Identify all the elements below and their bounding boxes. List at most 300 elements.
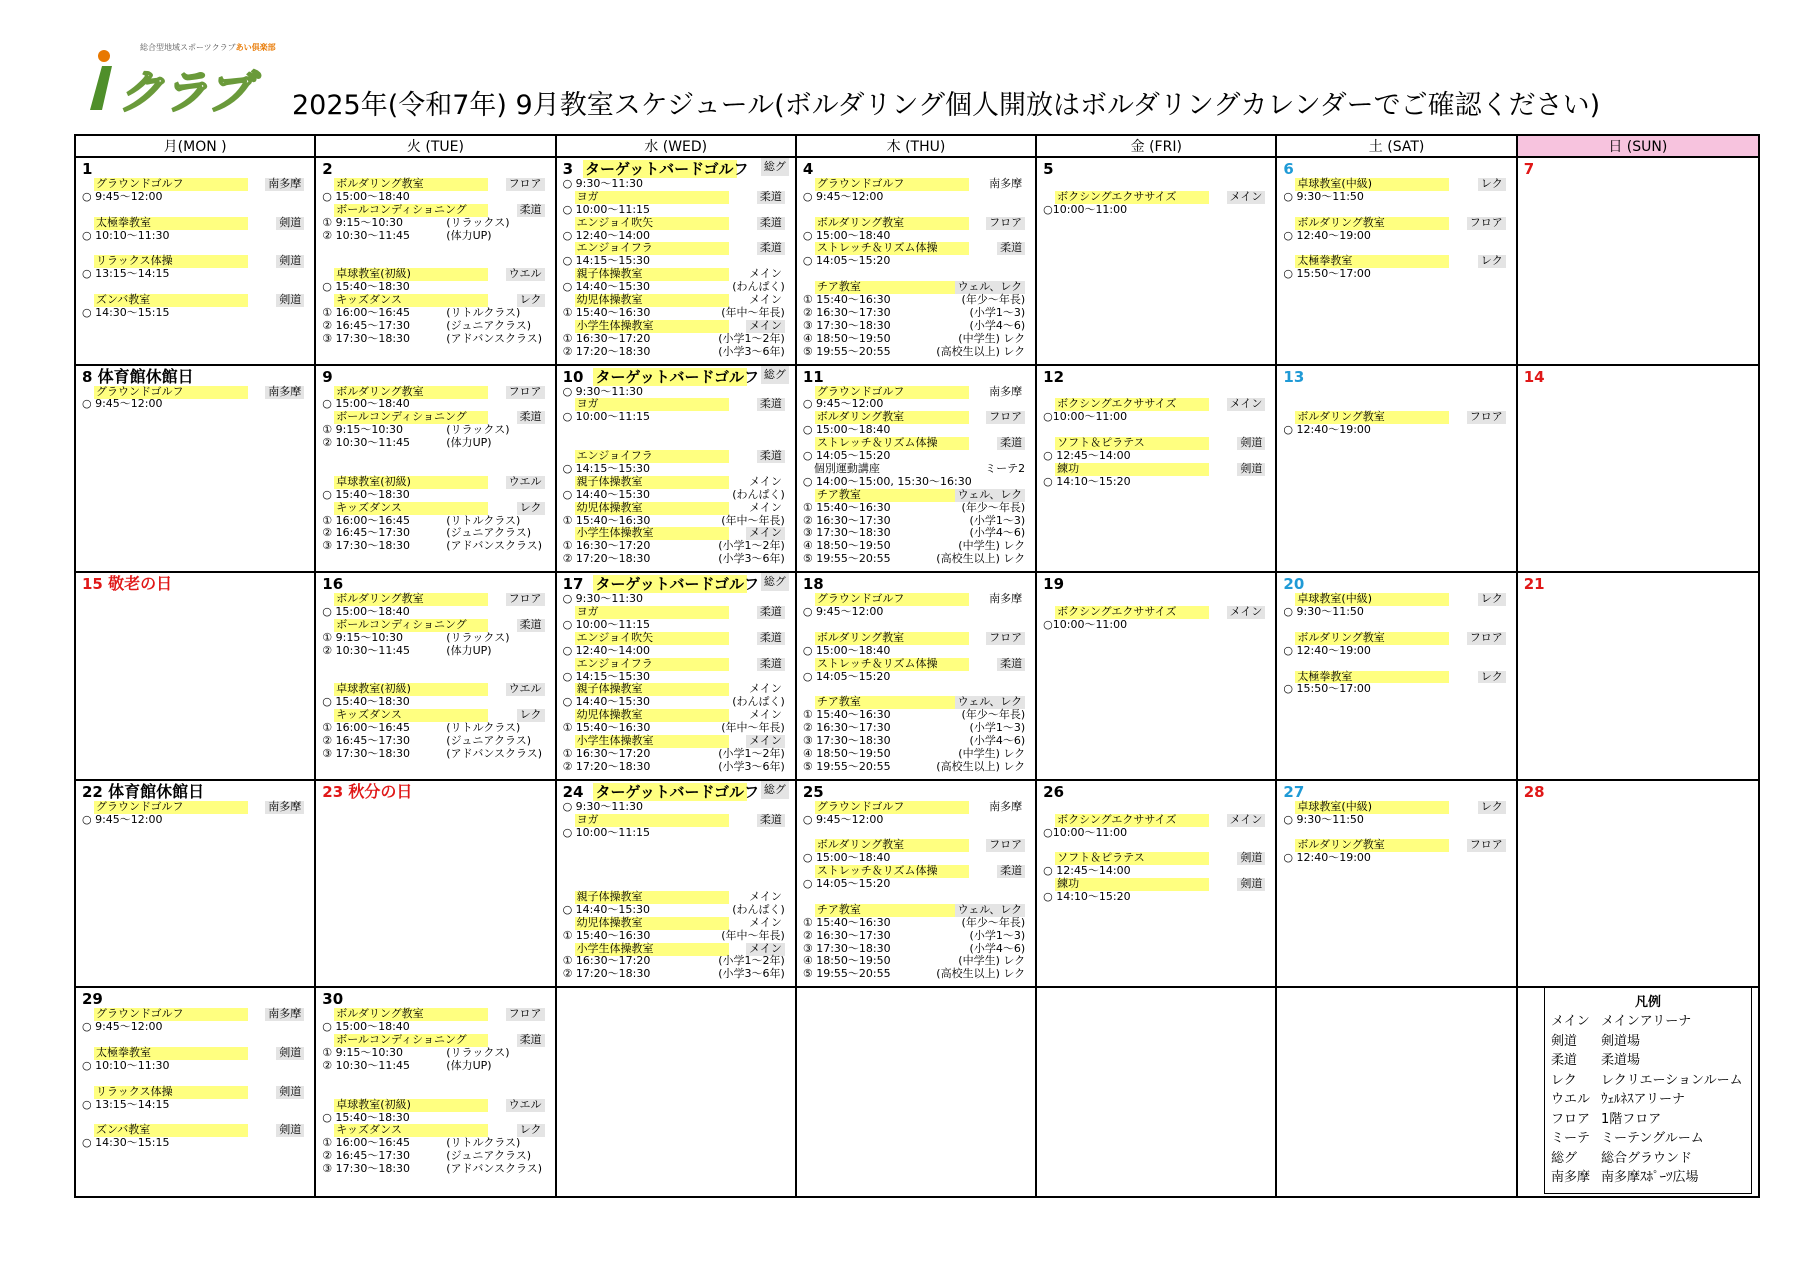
slot-note: (小学4～6) <box>969 941 1026 955</box>
schedule-line <box>82 230 310 243</box>
day-cell <box>76 366 316 574</box>
day-number-text: 26 <box>1043 782 1065 801</box>
schedule-line <box>803 204 1031 217</box>
legend-name: メインアリーナ <box>1601 1014 1692 1029</box>
slot-note: (わんぱく) <box>732 280 785 294</box>
time-slot: ① 15:40～16:30 <box>562 721 651 735</box>
day-cell <box>76 158 316 366</box>
time-slot: ○ 15:40～18:30 <box>322 1110 410 1124</box>
schedule-line <box>82 1099 310 1112</box>
time-slot: ○10:00～11:00 <box>1043 202 1128 216</box>
venue-badge: 柔道 <box>757 191 785 204</box>
weekday-header: 土 (SAT) <box>1277 136 1517 158</box>
venue-badge: フロア <box>986 411 1025 424</box>
venue-badge: メイン <box>749 474 782 488</box>
venue-badge: 柔道 <box>997 658 1025 671</box>
class-name: エンジョイフラ <box>575 242 729 255</box>
schedule-line <box>563 827 791 840</box>
venue-badge: メイン <box>746 320 785 333</box>
schedule-line <box>803 191 1031 204</box>
time-slot: ② 17:20～18:30 <box>562 967 651 981</box>
schedule-line <box>82 814 310 827</box>
class-name: 幼児体操教室 <box>575 917 729 930</box>
club-org-text: 総合型地域スポーツクラブあい倶楽部 <box>140 43 276 52</box>
time-slot: ○ 10:00～11:15 <box>562 202 651 216</box>
venue-badge: 柔道 <box>757 450 785 463</box>
schedule-line <box>82 268 310 281</box>
venue-badge: 南多摩 <box>265 801 304 814</box>
class-name: 小学生体操教室 <box>575 943 729 956</box>
schedule-line <box>803 891 1031 904</box>
venue-badge: メイン <box>749 682 782 696</box>
class-name: ターゲットバードゴルフ <box>585 160 749 178</box>
schedule-line <box>1043 204 1271 217</box>
schedule-line <box>803 476 1031 489</box>
legend-abbr: ウエル <box>1551 1092 1591 1107</box>
schedule-line <box>803 761 1031 774</box>
day-number-text: 17 <box>562 575 584 594</box>
day-number-text: 13 <box>1283 367 1305 386</box>
class-name: ストレッチ＆リズム体操 <box>815 437 969 450</box>
venue-badge: フロア <box>986 839 1025 852</box>
slot-note: (小学1～2年) <box>718 954 785 968</box>
day-cell <box>316 988 556 1196</box>
time-slot: ○ 15:40～18:30 <box>322 280 410 294</box>
time-slot: ① 15:40～16:30 <box>802 708 891 722</box>
time-slot: ○ 13:15～14:15 <box>82 267 170 281</box>
schedule-line <box>1283 424 1511 437</box>
time-slot: ○ 9:45～12:00 <box>82 397 163 411</box>
time-slot: ○ 9:45～12:00 <box>802 189 884 203</box>
time-slot: ○ 14:40～15:30 <box>562 695 651 709</box>
venue-badge: メイン <box>746 527 785 540</box>
class-name: 幼児体操教室 <box>575 709 729 722</box>
time-slot: ○ 9:30～11:50 <box>1283 605 1364 619</box>
time-slot: ○ 10:00～11:15 <box>562 825 651 839</box>
venue-badge: 南多摩 <box>989 384 1023 398</box>
schedule-line <box>1283 386 1511 399</box>
day-number <box>1043 783 1271 801</box>
venue-badge: フロア <box>1467 217 1506 230</box>
day-number <box>1524 368 1754 386</box>
class-name: チア教室 <box>815 489 969 502</box>
time-slot: ○ 14:05～15:20 <box>802 449 891 463</box>
time-slot: ① 9:15～10:30 <box>322 630 404 644</box>
legend-item <box>1551 1110 1745 1130</box>
time-slot: ○ 15:00～18:40 <box>802 643 891 657</box>
day-number-text: 6 <box>1283 160 1294 178</box>
time-slot: ○ 14:40～15:30 <box>562 902 651 916</box>
venue-badge: 剣道 <box>276 255 304 268</box>
schedule-line <box>82 204 310 217</box>
schedule-line <box>322 191 550 204</box>
day-number <box>803 783 1031 801</box>
time-slot: ③ 17:30～18:30 <box>802 318 891 332</box>
venue-badge: 柔道 <box>517 1034 545 1047</box>
slot-note: (リトルクラス) <box>446 1136 521 1150</box>
slot-note: (小学1～3) <box>969 513 1026 527</box>
day-number <box>82 575 310 593</box>
class-name: ヨガ <box>575 606 729 619</box>
day-cell <box>1518 366 1758 574</box>
slot-note: (ジュニアクラス) <box>446 526 531 540</box>
legend-item <box>1551 1071 1745 1091</box>
slot-note: (小学3～6年) <box>718 759 785 773</box>
day-number-text: 4 <box>802 160 814 178</box>
day-number <box>563 368 791 386</box>
schedule-line <box>1043 411 1271 424</box>
time-slot: ① 15:40～16:30 <box>562 305 651 319</box>
legend-abbr: 柔道 <box>1551 1053 1578 1068</box>
venue-badge: 柔道 <box>997 865 1025 878</box>
schedule-line <box>563 865 791 878</box>
slot-note: (アドバンスクラス) <box>446 1162 542 1176</box>
time-slot: ③ 17:30～18:30 <box>802 526 891 540</box>
holiday-label: 秋分の日 <box>348 781 413 801</box>
class-name: ヨガ <box>575 814 729 827</box>
holiday-label: 体育館休館日 <box>97 366 194 386</box>
class-name: 親子体操教室 <box>575 683 729 696</box>
venue-badge: 剣道 <box>276 1047 304 1060</box>
time-slot: ○ 9:30～11:50 <box>1283 189 1364 203</box>
venue-badge: ウエル <box>506 476 545 489</box>
schedule-line <box>563 178 791 191</box>
legend-name: 柔道場 <box>1601 1053 1641 1068</box>
time-slot: ① 16:30～17:20 <box>562 331 651 345</box>
legend-name: レクリエーションルーム <box>1601 1072 1743 1088</box>
schedule-line <box>563 801 791 814</box>
slot-note: (リラックス) <box>446 630 510 644</box>
holiday-label: 敬老の日 <box>108 574 173 594</box>
schedule-line <box>82 398 310 411</box>
legend-item <box>1551 1012 1745 1032</box>
venue-badge: 柔道 <box>757 398 785 411</box>
day-cell <box>76 988 316 1196</box>
schedule-line <box>563 645 791 658</box>
class-name: ボルダリング教室 <box>1295 217 1449 230</box>
legend-item <box>1551 1149 1745 1169</box>
class-name: 太極拳教室 <box>94 217 248 230</box>
time-slot: ○ 12:40～19:00 <box>1283 423 1371 437</box>
venue-badge: 剣道 <box>276 294 304 307</box>
slot-note: (小学1～3) <box>969 721 1026 735</box>
time-slot: ④ 18:50～19:50 <box>802 331 891 345</box>
schedule-line <box>563 489 791 502</box>
class-name: ボルダリング教室 <box>815 632 969 645</box>
day-number-text: 15 <box>82 575 103 594</box>
schedule-line <box>803 814 1031 827</box>
schedule-line <box>322 748 550 761</box>
class-name: エンジョイフラ <box>575 658 729 671</box>
class-name: ボルダリング教室 <box>815 217 969 230</box>
day-number <box>563 783 791 801</box>
time-slot: ○ 12:40～14:00 <box>562 228 651 242</box>
day-number-text: 23 <box>322 782 344 801</box>
venue-badge: メイン <box>749 915 782 929</box>
slot-note: (わんぱく) <box>732 487 785 501</box>
venue-badge: ウエル <box>506 683 545 696</box>
slot-note: (アドバンスクラス) <box>446 539 542 553</box>
time-slot: ○ 15:00～18:40 <box>322 605 410 619</box>
venue-badge: 剣道 <box>276 1124 304 1137</box>
venue-badge: メイン <box>1227 606 1266 619</box>
schedule-line <box>1043 827 1271 840</box>
schedule-line <box>1283 658 1511 671</box>
holiday-label: 体育館休館日 <box>108 781 205 801</box>
time-slot: ② 10:30～11:45 <box>322 1058 411 1072</box>
time-slot: ○ 9:30～11:30 <box>562 799 644 813</box>
class-name: ボルダリング教室 <box>334 386 488 399</box>
day-number-text: 2 <box>322 160 333 178</box>
time-slot: ○ 14:15～15:30 <box>562 461 651 475</box>
schedule-line <box>322 1073 550 1086</box>
time-slot: ○ 15:00～18:40 <box>802 851 891 865</box>
venue-badge: メイン <box>746 943 785 956</box>
day-cell <box>1277 781 1517 989</box>
day-number-text: 29 <box>82 990 103 1009</box>
schedule-line <box>322 1163 550 1176</box>
club-wordmark: クラブ <box>118 65 250 119</box>
venue-badge: フロア <box>1467 411 1506 424</box>
slot-note: (中学生) レク <box>958 746 1026 760</box>
schedule-line <box>322 437 550 450</box>
slot-note: (年中～年長) <box>721 305 785 319</box>
time-slot: ○ 14:05～15:20 <box>802 254 891 268</box>
legend-abbr: ミーテ <box>1551 1131 1591 1146</box>
legend-abbr: メイン <box>1551 1014 1590 1029</box>
class-name: 卓球教室(中級) <box>1295 178 1449 191</box>
time-slot: ② 17:20～18:30 <box>562 552 651 566</box>
day-number-text: 3 <box>562 160 573 178</box>
class-name: グラウンドゴルフ <box>94 801 248 814</box>
schedule-line <box>82 1073 310 1086</box>
time-slot: ○ 15:00～18:40 <box>322 397 410 411</box>
slot-note: (リトルクラス) <box>446 721 521 735</box>
day-number-text: 9 <box>322 367 333 386</box>
day-number-text: 10 <box>562 367 584 386</box>
time-slot: ○ 14:15～15:30 <box>562 254 651 268</box>
venue-badge: フロア <box>506 1008 545 1021</box>
time-slot: ○ 14:30～15:15 <box>82 305 170 319</box>
legend-item <box>1551 1168 1745 1188</box>
schedule-line <box>803 968 1031 981</box>
time-slot: ○ 9:45～12:00 <box>802 812 884 826</box>
schedule-line <box>803 645 1031 658</box>
class-name: ズンバ教室 <box>94 294 248 307</box>
schedule-line <box>1283 814 1511 827</box>
schedule-line <box>563 307 791 320</box>
time-slot: ○ 14:30～15:15 <box>82 1136 170 1150</box>
class-name: ボルダリング教室 <box>1295 632 1449 645</box>
class-name: 練功 <box>1055 463 1209 476</box>
class-name: グラウンドゴルフ <box>815 801 969 814</box>
day-number-text: 19 <box>1043 575 1065 594</box>
schedule-line <box>322 540 550 553</box>
time-slot: ① 16:30～17:20 <box>562 746 651 760</box>
class-name: ソフト＆ピラテス <box>1055 852 1209 865</box>
venue-badge: レク <box>1478 593 1506 606</box>
day-cell <box>797 781 1037 989</box>
day-cell <box>797 366 1037 574</box>
venue-badge: ウェル、レク <box>955 904 1025 917</box>
schedule-line <box>1043 891 1271 904</box>
time-slot: ② 16:30～17:30 <box>802 721 891 735</box>
schedule-line <box>322 645 550 658</box>
slot-note: (小学4～6) <box>969 733 1026 747</box>
time-slot: ① 15:40～16:30 <box>562 513 651 527</box>
day-cell <box>797 158 1037 366</box>
slot-note: (小学1～3) <box>969 305 1026 319</box>
time-slot: ④ 18:50～19:50 <box>802 746 891 760</box>
class-name: エンジョイ吹矢 <box>575 632 729 645</box>
class-name: ボルダリング教室 <box>815 839 969 852</box>
class-name: ターゲットバードゴルフ <box>595 782 759 801</box>
class-name: チア教室 <box>815 904 969 917</box>
time-slot: ○ 9:45～12:00 <box>82 1020 163 1034</box>
day-number-text: 11 <box>802 367 824 386</box>
time-slot: ○ 15:00～18:40 <box>322 1020 410 1034</box>
class-name: ボールコンディショニング <box>334 1034 488 1047</box>
time-slot: ① 16:00～16:45 <box>322 721 411 735</box>
venue-badge: 総グ <box>761 573 789 591</box>
venue-badge: 剣道 <box>1237 463 1265 476</box>
day-cell <box>316 573 556 781</box>
schedule-line <box>1283 191 1511 204</box>
class-name: エンジョイ吹矢 <box>575 217 729 230</box>
day-number <box>82 368 310 386</box>
venue-badge: 南多摩 <box>989 177 1023 190</box>
time-slot: ⑤ 19:55～20:55 <box>802 967 891 981</box>
venue-badge: 南多摩 <box>989 592 1023 606</box>
class-name: ボクシングエクササイズ <box>1055 814 1209 827</box>
slot-note: (小学1～2年) <box>718 331 785 345</box>
time-slot: ③ 17:30～18:30 <box>802 733 891 747</box>
time-slot: ○ 13:15～14:15 <box>82 1097 170 1111</box>
time-slot: ② 16:45～17:30 <box>322 733 411 747</box>
day-number <box>803 368 1031 386</box>
time-slot: ○ 14:40～15:30 <box>562 487 651 501</box>
day-number-text: 25 <box>802 782 824 801</box>
time-slot: ○ 9:30～11:50 <box>1283 812 1364 826</box>
time-slot: ② 17:20～18:30 <box>562 344 651 358</box>
schedule-line <box>1043 450 1271 463</box>
venue-badge: ウエル <box>506 268 545 281</box>
day-number <box>1524 575 1754 593</box>
slot-note: (小学4～6) <box>969 526 1026 540</box>
venue-badge: レク <box>517 709 545 722</box>
day-cell <box>1518 158 1758 366</box>
class-name: キッズダンス <box>334 294 488 307</box>
day-number-text: 12 <box>1043 367 1065 386</box>
time-slot: ① 9:15～10:30 <box>322 1046 404 1060</box>
class-name: ボルダリング教室 <box>334 593 488 606</box>
time-slot: ⑤ 19:55～20:55 <box>802 552 891 566</box>
day-cell <box>1518 781 1758 989</box>
time-slot: ① 15:40～16:30 <box>562 928 651 942</box>
class-name: 卓球教室(中級) <box>1295 593 1449 606</box>
day-number-text: 22 <box>82 782 103 801</box>
day-number-text: 27 <box>1283 782 1305 801</box>
weekday-header: 月(MON ) <box>76 136 316 158</box>
slot-note: (体力UP) <box>446 643 492 657</box>
class-name: 小学生体操教室 <box>575 527 729 540</box>
schedule-line <box>322 463 550 476</box>
schedule-line <box>563 204 791 217</box>
schedule-line <box>1283 268 1511 281</box>
class-name: ヨガ <box>575 191 729 204</box>
schedule-line <box>1043 178 1271 191</box>
weekday-header: 金 (FRI) <box>1037 136 1277 158</box>
venue-badge: フロア <box>506 386 545 399</box>
time-slot: ○ 12:45～14:00 <box>1043 864 1131 878</box>
slot-note: (リラックス) <box>446 423 510 437</box>
class-name: ボールコンディショニング <box>334 411 488 424</box>
day-number-text: 18 <box>802 575 824 594</box>
day-number <box>1283 575 1511 593</box>
slot-note: (ジュニアクラス) <box>446 318 531 332</box>
class-name: 親子体操教室 <box>575 268 729 281</box>
time-slot: ○ 15:50～17:00 <box>1283 267 1371 281</box>
venue-badge: メイン <box>749 890 782 904</box>
time-slot: ③ 17:30～18:30 <box>322 539 411 553</box>
slot-note: (ジュニアクラス) <box>446 733 531 747</box>
slot-note: (体力UP) <box>446 228 492 242</box>
day-number <box>1524 160 1754 178</box>
time-slot: ① 15:40～16:30 <box>802 915 891 929</box>
slot-note: (年中～年長) <box>721 721 785 735</box>
schedule-line <box>563 930 791 943</box>
day-number <box>803 160 1031 178</box>
slot-note: (小学3～6年) <box>718 344 785 358</box>
slot-note: (体力UP) <box>446 1058 492 1072</box>
schedule-line <box>563 553 791 566</box>
venue-badge: 柔道 <box>517 411 545 424</box>
time-slot: ③ 17:30～18:30 <box>322 331 411 345</box>
schedule-line <box>1043 476 1271 489</box>
day-cell <box>557 573 797 781</box>
schedule-line <box>322 333 550 346</box>
venue-badge: ウェル、レク <box>955 489 1025 502</box>
class-name: 小学生体操教室 <box>575 735 729 748</box>
day-number <box>82 160 310 178</box>
day-number-text: 24 <box>562 782 584 801</box>
venue-badge: メイン <box>1227 398 1266 411</box>
day-number <box>322 368 550 386</box>
time-slot: ② 10:30～11:45 <box>322 436 411 450</box>
day-number <box>82 783 310 801</box>
day-cell <box>1277 158 1517 366</box>
venue-badge: メイン <box>1227 191 1266 204</box>
time-slot: ○ 15:50～17:00 <box>1283 682 1371 696</box>
class-name: 幼児体操教室 <box>575 294 729 307</box>
venue-badge: レク <box>517 1124 545 1137</box>
class-name: キッズダンス <box>334 709 488 722</box>
slot-note: (わんぱく) <box>732 695 785 709</box>
slot-note: (年少～年長) <box>961 500 1026 514</box>
legend-item <box>1551 1129 1745 1149</box>
day-number <box>1283 160 1511 178</box>
class-name: キッズダンス <box>334 1124 488 1137</box>
schedule-line <box>82 307 310 320</box>
class-name: ソフト＆ピラテス <box>1055 437 1209 450</box>
weekday-header: 火 (TUE) <box>316 136 556 158</box>
slot-note: (リトルクラス) <box>446 513 521 527</box>
slot-note: (中学生) レク <box>958 954 1026 968</box>
time-slot: ④ 18:50～19:50 <box>802 539 891 553</box>
time-slot: ① 16:00～16:45 <box>322 305 411 319</box>
schedule-line <box>803 606 1031 619</box>
day-cell <box>316 158 556 366</box>
